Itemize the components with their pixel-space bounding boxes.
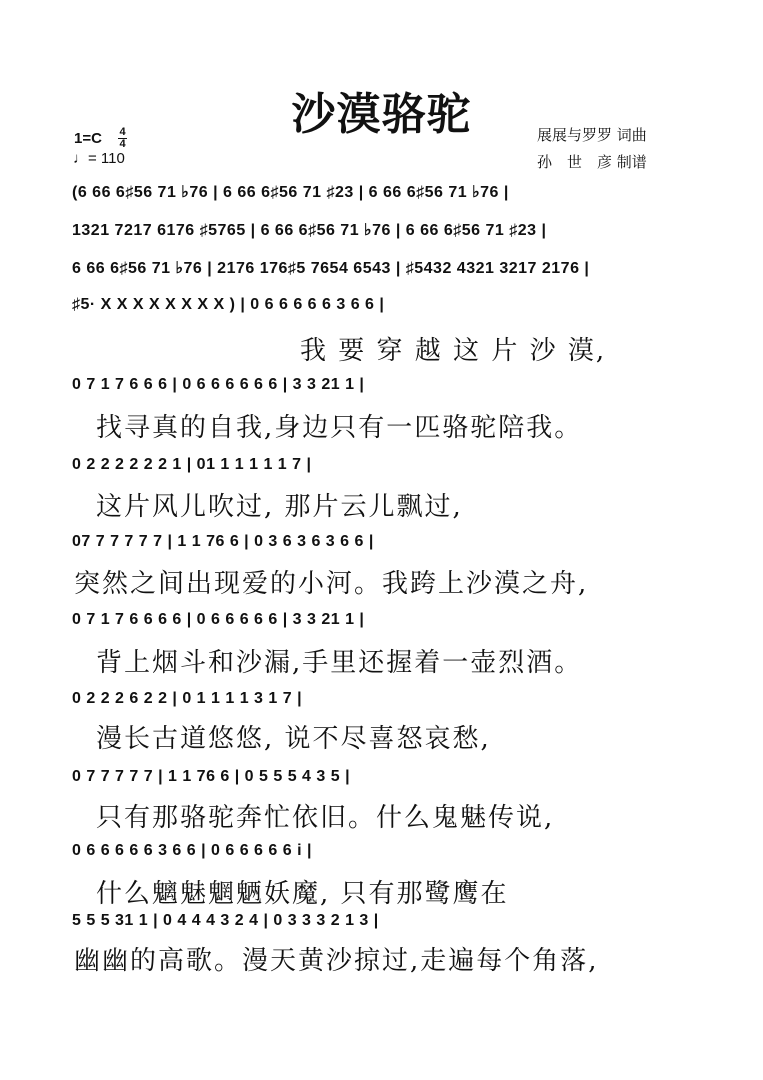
credit-arranger: 孙 世 彦 制谱 — [537, 153, 647, 171]
lyric-line: 幽幽的高歌。漫天黄沙掠过,走遍每个角落, — [74, 946, 599, 976]
notation-row: 0 7 7 7 7 7 | 1 1 76 6 | 0 5 5 5 4 3 5 | — [72, 768, 351, 785]
credits — [537, 122, 647, 176]
time-sig-top: 4 — [119, 126, 126, 138]
time-sig-bottom: 4 — [119, 138, 126, 150]
song-title: 沙漠骆驼 — [291, 89, 472, 140]
notation-row: 0 7 1 7 6 6 6 6 | 0 6 6 6 6 6 | 3 3 21 1 | — [72, 611, 365, 628]
notation-row: ♯5· X X X X X X X X ) | 0 6 6 6 6 6 3 6 6 | — [72, 296, 385, 313]
time-signature — [118, 127, 127, 150]
lyric-line: 只有那骆驼奔忙依旧。什么鬼魅传说, — [96, 803, 555, 833]
lyric-line: 找寻真的自我,身边只有一匹骆驼陪我。 — [96, 413, 583, 443]
lyric-line: 突然之间出现爱的小河。我跨上沙漠之舟, — [74, 569, 589, 599]
tempo-marking: ♩= 110 — [73, 150, 125, 167]
notation-row: (6 66 6♯56 71 ♭76 | 6 66 6♯56 71 ♯23 | 6 66 6♯56 71 ♭76 | — [72, 184, 509, 201]
notation-row: 5 5 5 31 1 | 0 4 4 4 3 2 4 | 0 3 3 3 2 1 3 | — [72, 912, 379, 929]
lyric-line: 我 要 穿 越 这 片 沙 漠, — [300, 336, 607, 366]
credit-lyrics-music: 展展与罗罗 词曲 — [537, 126, 647, 144]
key-signature: 1=C — [74, 130, 102, 147]
lyric-line: 漫长古道悠悠, 说不尽喜怒哀愁, — [96, 724, 491, 754]
notation-row: 0 6 6 6 6 6 3 6 6 | 0 6 6 6 6 6 i | — [72, 842, 312, 859]
lyric-line: 这片风儿吹过, 那片云儿飘过, — [96, 492, 463, 522]
lyric-line: 什么魑魅魍魉妖魔, 只有那鹭鹰在 — [96, 879, 509, 909]
notation-row: 0 7 1 7 6 6 6 | 0 6 6 6 6 6 6 | 3 3 21 1 | — [72, 376, 365, 393]
notation-row: 0 2 2 2 6 2 2 | 0 1 1 1 1 3 1 7 | — [72, 690, 303, 707]
notation-row: 6 66 6♯56 71 ♭76 | 2176 176♯5 7654 6543 | ♯5432 4321 3217 2176 | — [72, 260, 590, 277]
lyric-line: 背上烟斗和沙漏,手里还握着一壶烈酒。 — [96, 648, 583, 678]
notation-row: 1321 7217 6176 ♯5765 | 6 66 6♯56 71 ♭76 | 6 66 6♯56 71 ♯23 | — [72, 222, 547, 239]
notation-row: 07 7 7 7 7 7 | 1 1 76 6 | 0 3 6 3 6 3 6 6 | — [72, 533, 374, 550]
notation-row: 0 2 2 2 2 2 2 1 | 01 1 1 1 1 1 7 | — [72, 456, 312, 473]
